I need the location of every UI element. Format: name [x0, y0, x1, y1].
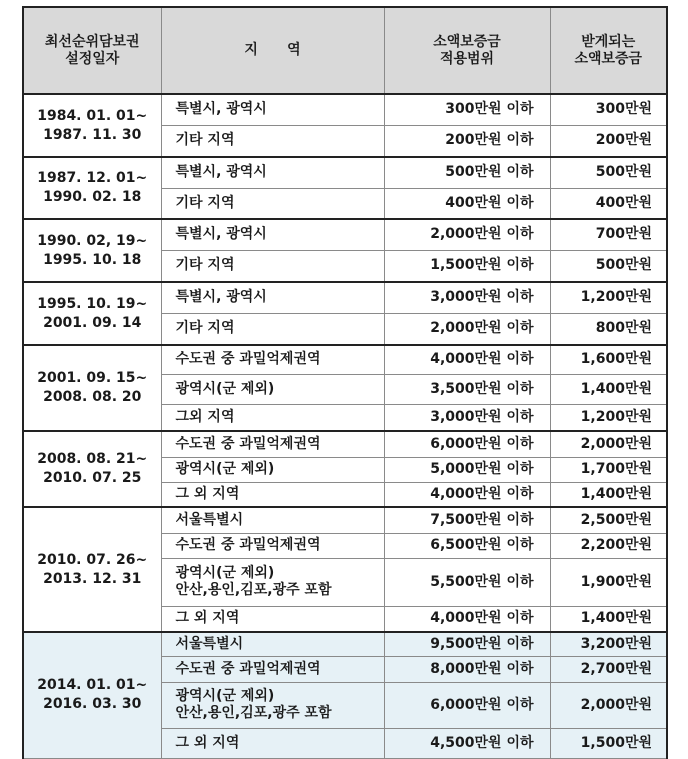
region-label: 수도권 중 과밀억제권역	[175, 435, 321, 452]
region-cell	[161, 682, 384, 728]
date-range-line: 2010. 07. 26~	[37, 551, 148, 568]
header-date	[23, 7, 161, 94]
region-cell	[161, 404, 384, 431]
header-amount-line-1: 받게되는	[581, 33, 636, 50]
table-row	[23, 157, 667, 188]
protected-amount-cell: 2,200만원	[550, 533, 667, 558]
deposit-range-cell: 200만원 이하	[384, 125, 550, 157]
protected-amount-cell: 1,200만원	[550, 404, 667, 431]
deposit-range-cell: 400만원 이하	[384, 188, 550, 219]
region-label: 광역시(군 제외)	[175, 380, 275, 397]
deposit-range-cell: 1,500만원 이하	[384, 250, 550, 282]
table-row	[23, 345, 667, 374]
region-cell	[161, 188, 384, 219]
deposit-range-cell: 5,500만원 이하	[384, 558, 550, 606]
deposit-range-cell: 4,000만원 이하	[384, 606, 550, 632]
date-range-cell	[23, 282, 161, 345]
region-cell	[161, 632, 384, 656]
region-label: 기타 지역	[175, 132, 235, 149]
region-cell	[161, 482, 384, 507]
table-row	[23, 431, 667, 457]
protected-amount-cell: 200만원	[550, 125, 667, 157]
region-cell	[161, 157, 384, 188]
region-label: 그 외 지역	[175, 610, 240, 627]
deposit-range-cell: 2,000만원 이하	[384, 313, 550, 345]
header-range	[384, 7, 550, 94]
region-label: 특별시, 광역시	[175, 101, 267, 118]
header-range-line-1: 소액보증금	[433, 33, 501, 50]
region-cell	[161, 507, 384, 533]
table-body	[23, 94, 667, 758]
protected-amount-cell: 2,500만원	[550, 507, 667, 533]
date-range-line: 2016. 03. 30	[43, 696, 142, 713]
deposit-range-cell: 4,000만원 이하	[384, 482, 550, 507]
table-row	[23, 282, 667, 313]
header-region-label: 지 역	[244, 42, 301, 58]
date-range-line: 1987. 12. 01~	[37, 170, 148, 186]
protected-amount-cell: 1,400만원	[550, 606, 667, 632]
region-cell	[161, 533, 384, 558]
header-date-line-2: 설정일자	[65, 50, 120, 67]
header-range-line-2: 적용범위	[439, 50, 495, 67]
region-label: 그 외 지역	[175, 485, 240, 502]
deposit-range-cell: 3,500만원 이하	[384, 374, 550, 404]
region-label: 수도권 중 과밀억제권역	[175, 351, 321, 368]
region-cell	[161, 374, 384, 404]
protected-amount-cell: 500만원	[550, 157, 667, 188]
date-range-line: 2001. 09. 14	[43, 314, 142, 331]
region-cell	[161, 282, 384, 313]
date-range-line: 1995. 10. 18	[43, 251, 142, 268]
region-cell	[161, 125, 384, 157]
date-range-line: 1990. 02, 19~	[37, 232, 148, 249]
header-amount	[550, 7, 667, 94]
date-range-cell	[23, 431, 161, 507]
date-range-line: 2008. 08. 20	[43, 389, 142, 405]
region-cell	[161, 219, 384, 250]
region-cell	[161, 558, 384, 606]
date-range-line: 2001. 09. 15~	[37, 370, 148, 386]
region-label: 광역시(군 제외)	[175, 565, 275, 581]
date-range-line: 2010. 07. 25	[43, 470, 142, 486]
date-range-cell	[23, 219, 161, 282]
region-label: 광역시(군 제외)	[175, 461, 275, 477]
region-label: 서울특별시	[175, 635, 244, 652]
small-deposit-table	[22, 6, 668, 759]
region-label: 특별시, 광역시	[175, 226, 267, 243]
region-label: 특별시, 광역시	[175, 289, 267, 306]
deposit-range-cell: 300만원 이하	[384, 94, 550, 125]
deposit-range-cell: 6,000만원 이하	[384, 431, 550, 457]
protected-amount-cell: 1,900만원	[550, 558, 667, 606]
region-cell	[161, 656, 384, 682]
deposit-range-cell: 7,500만원 이하	[384, 507, 550, 533]
date-range-line: 2013. 12. 31	[43, 570, 142, 587]
region-label: 기타 지역	[175, 257, 235, 274]
region-label: 수도권 중 과밀억제권역	[175, 537, 321, 553]
date-range-cell	[23, 157, 161, 219]
region-cell	[161, 250, 384, 282]
deposit-range-cell: 2,000만원 이하	[384, 219, 550, 250]
region-cell	[161, 345, 384, 374]
protected-amount-cell: 1,700만원	[550, 457, 667, 482]
deposit-range-cell: 4,000만원 이하	[384, 345, 550, 374]
header-amount-line-2: 소액보증금	[574, 50, 643, 67]
region-cell	[161, 94, 384, 125]
region-label: 기타 지역	[175, 194, 235, 211]
date-range-cell	[23, 94, 161, 157]
protected-amount-cell: 500만원	[550, 250, 667, 282]
table-row	[23, 632, 667, 656]
region-cell	[161, 457, 384, 482]
header-date-line-1: 최선순위담보권	[44, 33, 140, 50]
region-label: 안산,용인,김포,광주 포함	[175, 705, 332, 721]
deposit-range-cell: 3,000만원 이하	[384, 404, 550, 431]
region-label: 광역시(군 제외)	[175, 688, 275, 704]
region-label: 안산,용인,김포,광주 포함	[175, 582, 332, 598]
table-container	[22, 6, 666, 759]
region-label: 그 외 지역	[175, 734, 240, 751]
protected-amount-cell: 700만원	[550, 219, 667, 250]
protected-amount-cell: 1,200만원	[550, 282, 667, 313]
deposit-range-cell: 4,500만원 이하	[384, 728, 550, 758]
deposit-range-cell: 8,000만원 이하	[384, 656, 550, 682]
deposit-range-cell: 6,000만원 이하	[384, 682, 550, 728]
deposit-range-cell: 6,500만원 이하	[384, 533, 550, 558]
date-range-cell	[23, 507, 161, 632]
date-range-line: 1987. 11. 30	[43, 126, 142, 143]
region-label: 서울특별시	[175, 511, 244, 528]
protected-amount-cell: 400만원	[550, 188, 667, 219]
region-cell	[161, 728, 384, 758]
date-range-line: 2008. 08. 21~	[37, 451, 148, 467]
protected-amount-cell: 1,400만원	[550, 482, 667, 507]
region-label: 그외 지역	[175, 408, 235, 425]
date-range-cell	[23, 632, 161, 758]
deposit-range-cell: 3,000만원 이하	[384, 282, 550, 313]
protected-amount-cell: 1,500만원	[550, 728, 667, 758]
date-range-cell	[23, 345, 161, 431]
region-cell	[161, 606, 384, 632]
region-label: 기타 지역	[175, 320, 235, 337]
protected-amount-cell: 1,400만원	[550, 374, 667, 404]
protected-amount-cell: 800만원	[550, 313, 667, 345]
protected-amount-cell: 2,000만원	[550, 431, 667, 457]
table-row	[23, 219, 667, 250]
protected-amount-cell: 300만원	[550, 94, 667, 125]
header-row	[23, 7, 667, 94]
date-range-line: 1990. 02. 18	[43, 189, 142, 205]
date-range-line: 2014. 01. 01~	[37, 677, 148, 694]
deposit-range-cell: 9,500만원 이하	[384, 632, 550, 656]
table-row	[23, 507, 667, 533]
protected-amount-cell: 3,200만원	[550, 632, 667, 656]
deposit-range-cell: 5,000만원 이하	[384, 457, 550, 482]
date-range-line: 1984. 01. 01~	[37, 107, 148, 124]
table-row	[23, 94, 667, 125]
region-label: 특별시, 광역시	[175, 164, 267, 181]
date-range-line: 1995. 10. 19~	[37, 295, 148, 312]
region-label: 수도권 중 과밀억제권역	[175, 660, 321, 677]
header-region	[161, 7, 384, 94]
region-cell	[161, 431, 384, 457]
protected-amount-cell: 2,700만원	[550, 656, 667, 682]
protected-amount-cell: 2,000만원	[550, 682, 667, 728]
protected-amount-cell: 1,600만원	[550, 345, 667, 374]
region-cell	[161, 313, 384, 345]
deposit-range-cell: 500만원 이하	[384, 157, 550, 188]
